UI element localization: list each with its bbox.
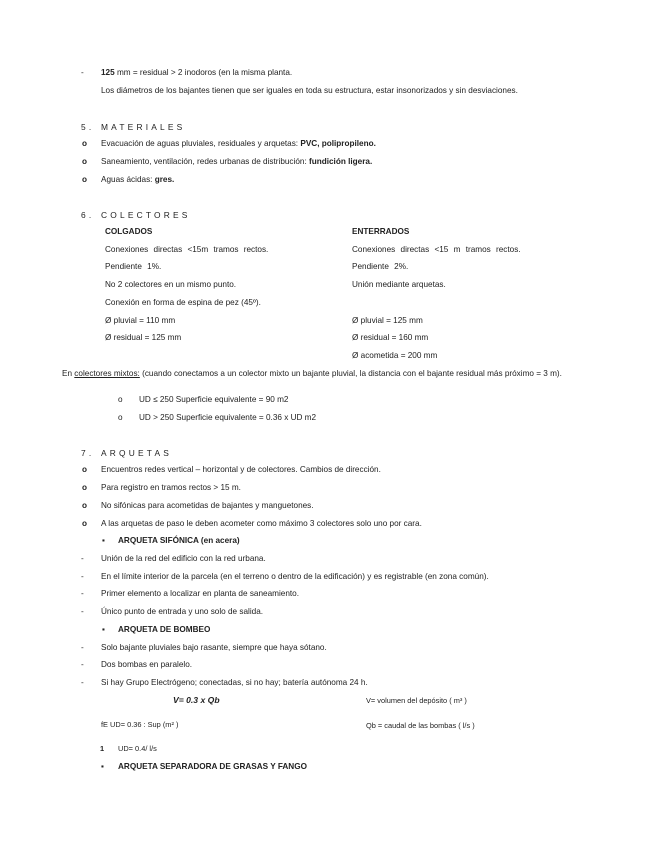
- colgados-line: Pendiente 1%.: [105, 262, 162, 271]
- materiales-item-2: [101, 157, 372, 167]
- dash-marker: -: [81, 643, 84, 652]
- colgados-line: No 2 colectores en un mismo punto.: [105, 280, 237, 289]
- materiales-item-3: [101, 175, 174, 185]
- sub-bullet: o: [118, 413, 123, 422]
- section-6-title: COLECTORES: [101, 210, 191, 220]
- bombeo-line: Solo bajante pluviales bajo rasante, siempre que haya sótano.: [101, 643, 327, 652]
- materiales-item-2-text: Saneamiento, ventilación, redes urbanas de distribución:: [101, 157, 309, 166]
- enterrados-line: Ø residual = 160 mm: [352, 333, 429, 342]
- materiales-item-3-text: Aguas ácidas:: [101, 175, 155, 184]
- intro-line-2: Los diámetros de los bajantes tienen que ser iguales en toda su estructura, estar insonorizados y sin desviaciones.: [101, 86, 518, 95]
- circle-bullet: o: [82, 139, 88, 148]
- mixtos-rest: (cuando conectamos a un colector mixto un bajante pluvial, la distancia con el bajante residual más próximo = 3 m).: [139, 369, 562, 378]
- materiales-item-2-bold: fundición ligera.: [309, 157, 373, 166]
- sifonica-line: En el límite interior de la parcela (en el terreno o dentro de la edificación) y es registrable (en zona común).: [101, 572, 489, 581]
- section-6-number: 6.: [81, 210, 95, 220]
- arqueta-bombeo-heading: ARQUETA DE BOMBEO: [118, 625, 211, 634]
- dash-marker: -: [81, 678, 84, 687]
- colectores-mixtos-note: [62, 369, 562, 379]
- dash-marker: -: [81, 607, 84, 616]
- section-5-number: 5.: [81, 122, 95, 132]
- enterrados-line: Ø acometida = 200 mm: [352, 351, 438, 360]
- sifonica-line: Único punto de entrada y uno solo de salida.: [101, 607, 264, 616]
- bombeo-line: Si hay Grupo Electrógeno; conectadas, si no hay; batería autónoma 24 h.: [101, 678, 368, 687]
- enterrados-line: Pendiente 2%.: [352, 262, 409, 271]
- section-7-title: ARQUETAS: [101, 448, 173, 458]
- ud-line-1: UD ≤ 250 Superficie equivalente = 90 m2: [139, 395, 289, 404]
- colgados-line: Ø residual = 125 mm: [105, 333, 182, 342]
- materiales-item-1: [101, 139, 376, 149]
- circle-bullet: o: [82, 501, 88, 510]
- colgados-line: Conexión en forma de espina de pez (45º).: [105, 298, 261, 307]
- arquetas-item: Para registro en tramos rectos > 15 m.: [101, 483, 241, 492]
- ud-value: UD= 0.4/ l/s: [118, 744, 157, 753]
- enterrados-line: Ø pluvial = 125 mm: [352, 316, 423, 325]
- ud-superficie-formula: fE UD= 0.36 : Sup (m² ): [101, 720, 179, 729]
- materiales-item-1-bold: PVC, polipropileno.: [300, 139, 376, 148]
- circle-bullet: o: [82, 175, 88, 184]
- arqueta-sifonica-heading: ARQUETA SIFÓNICA (en acera): [118, 536, 240, 545]
- caudal-definition: Qb = caudal de las bombas ( l/s ): [366, 721, 475, 730]
- circle-bullet: o: [82, 519, 88, 528]
- colgados-line: Ø pluvial = 110 mm: [105, 316, 176, 325]
- volumen-definition: V= volumen del depósito ( m³ ): [366, 696, 467, 705]
- section-5-title: MATERIALES: [101, 122, 186, 132]
- intro-line-1-text: mm = residual > 2 inodoros (en la misma planta.: [114, 68, 293, 77]
- mixtos-prefix: En: [62, 369, 75, 378]
- square-bullet: ▪: [102, 536, 105, 545]
- square-bullet: ▪: [102, 625, 105, 634]
- sifonica-line: Primer elemento a localizar en planta de saneamiento.: [101, 589, 299, 598]
- materiales-item-1-text: Evacuación de aguas pluviales, residuales y arquetas:: [101, 139, 301, 148]
- dash-marker: -: [81, 554, 84, 563]
- arquetas-item: A las arquetas de paso le deben acometer como máximo 3 colectores solo uno por cara.: [101, 519, 422, 528]
- enterrados-line: Unión mediante arquetas.: [352, 280, 446, 289]
- enterrados-heading: ENTERRADOS: [352, 227, 410, 236]
- dash-marker: -: [81, 572, 84, 581]
- mixtos-underlined: colectores mixtos:: [74, 369, 140, 378]
- circle-bullet: o: [82, 483, 88, 492]
- bombeo-line: Dos bombas en paralelo.: [101, 660, 193, 669]
- circle-bullet: o: [82, 465, 88, 474]
- enterrados-line: Conexiones directas <15 m tramos rectos.: [352, 245, 521, 254]
- sub-bullet: o: [118, 395, 123, 404]
- arqueta-grasas-heading: ARQUETA SEPARADORA DE GRASAS Y FANGO: [118, 762, 307, 771]
- dash-marker: -: [81, 660, 84, 669]
- intro-bold-125: 125: [101, 68, 115, 77]
- section-7-number: 7.: [81, 448, 95, 458]
- colgados-heading: COLGADOS: [105, 227, 153, 236]
- bombeo-formula: V= 0.3 x Qb: [173, 695, 220, 705]
- colgados-line: Conexiones directas <15m tramos rectos.: [105, 245, 269, 254]
- square-bullet: ▪: [101, 762, 104, 771]
- circle-bullet: o: [82, 157, 88, 166]
- materiales-item-3-bold: gres.: [154, 175, 175, 184]
- arquetas-item: Encuentros redes vertical – horizontal y de colectores. Cambios de dirección.: [101, 465, 381, 474]
- sifonica-line: Unión de la red del edificio con la red urbana.: [101, 554, 266, 563]
- dash-marker: -: [81, 68, 84, 77]
- intro-line-1: [101, 68, 292, 78]
- numbered-marker: 1: [100, 744, 105, 753]
- dash-marker: -: [81, 589, 84, 598]
- ud-line-2: UD > 250 Superficie equivalente = 0.36 x UD m2: [139, 413, 317, 422]
- arquetas-item: No sifónicas para acometidas de bajantes y manguetones.: [101, 501, 314, 510]
